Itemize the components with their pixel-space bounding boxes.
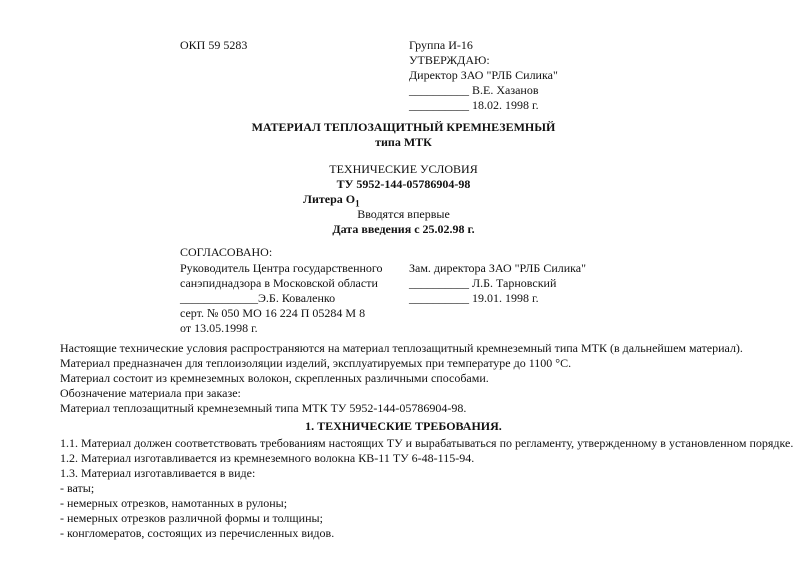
group-code: Группа И-16: [409, 38, 473, 52]
okp-code: ОКП 59 5283: [180, 38, 248, 52]
list-item: 1.3. Материал изготавливается в виде:: [60, 466, 256, 480]
intro-note: Вводятся впервые: [357, 207, 450, 221]
list-item: - ваты;: [60, 481, 95, 495]
paragraph: Материал состоит из кремнеземных волокон, скрепленных различными способами.: [60, 371, 489, 385]
agreed-right: [409, 261, 586, 306]
litera-index: 1: [355, 198, 360, 209]
agreed-right-line: __________ 19.01. 1998 г.: [409, 291, 539, 305]
paragraph: Обозначение материала при заказе:: [60, 386, 241, 400]
list-item: - немерных отрезков, намотанных в рулоны;: [60, 496, 288, 510]
section-title: 1. ТЕХНИЧЕСКИЕ ТРЕБОВАНИЯ.: [305, 419, 502, 433]
paragraph: Настоящие технические условия распространяются на материал теплозащитный кремнеземный типа МТК (в дальнейшем материал).: [60, 341, 743, 355]
doc-subtitle: типа МТК: [375, 135, 432, 149]
doc-title: МАТЕРИАЛ ТЕПЛОЗАЩИТНЫЙ КРЕМНЕЗЕМНЫЙ: [251, 120, 556, 134]
agreed-left-line: Руководитель Центра государственного: [180, 261, 383, 275]
agreed-right-line: __________ Л.Б. Тарновский: [409, 276, 557, 290]
approval-date: __________ 18.02. 1998 г.: [409, 98, 539, 112]
doc-type: ТЕХНИЧЕСКИЕ УСЛОВИЯ: [329, 162, 478, 176]
agreed-label: СОГЛАСОВАНО:: [180, 245, 273, 259]
approval-block: [409, 38, 558, 113]
paragraph: Материал предназначен для теплоизоляции изделий, эксплуатируемых при температуре до 1100 °С.: [60, 356, 572, 370]
list-item: 1.1. Материал должен соответствовать требованиям настоящих ТУ и вырабатываться по регламенту, утвержденному в установленном порядке.: [60, 436, 794, 450]
approve-label: УТВЕРЖДАЮ:: [409, 53, 490, 67]
agreed-left-line: от 13.05.1998 г.: [180, 321, 258, 335]
doc-number: ТУ 5952-144-05786904-98: [336, 177, 471, 191]
director-signature: __________ В.Е. Хазанов: [409, 83, 539, 97]
effective-date: Дата введения с 25.02.98 г.: [332, 222, 475, 236]
list-item: 1.2. Материал изготавливается из кремнеземного волокна КВ-11 ТУ 6-48-115-94.: [60, 451, 475, 465]
agreed-right-line: Зам. директора ЗАО "РЛБ Силика": [409, 261, 587, 275]
litera-text: Литера О: [303, 192, 356, 206]
agreed-left-line: _____________Э.Б. Коваленко: [180, 291, 336, 305]
paragraph: Материал теплозащитный кремнеземный типа МТК ТУ 5952-144-05786904-98.: [60, 401, 467, 415]
intro-paragraphs: [60, 341, 743, 416]
list-item: - немерных отрезков различной формы и толщины;: [60, 511, 323, 525]
director-title: Директор ЗАО "РЛБ Силика": [409, 68, 558, 82]
agreed-left-line: санэпиднадзора в Московской области: [180, 276, 378, 290]
agreed-left-line: серт. № 050 МО 16 224 П 05284 М 8: [180, 306, 366, 320]
requirements-list: [60, 436, 793, 541]
agreed-left: [180, 261, 383, 336]
list-item: - конгломератов, состоящих из перечисленных видов.: [60, 526, 335, 540]
